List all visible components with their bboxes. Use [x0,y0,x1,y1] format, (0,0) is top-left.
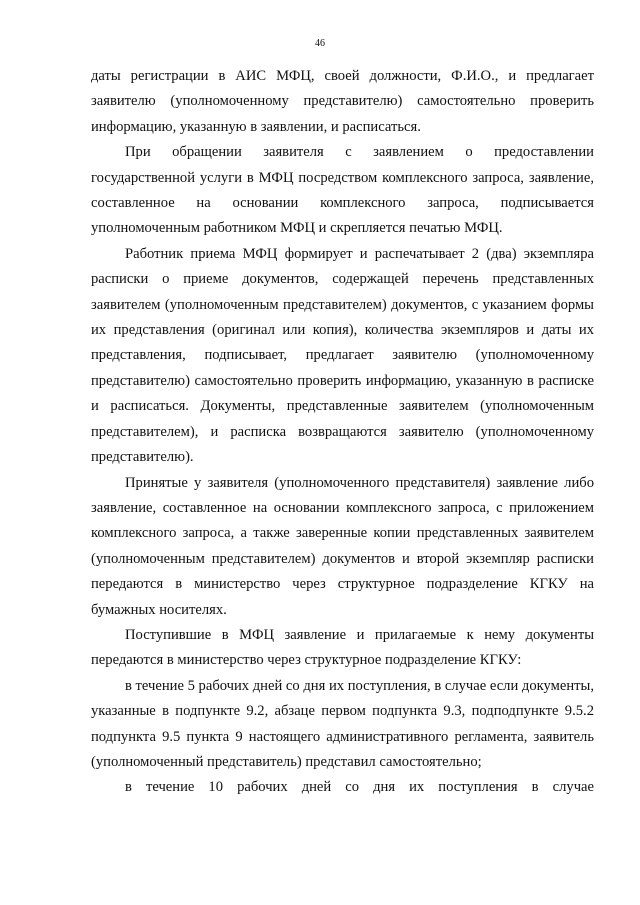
page-number: 46 [315,38,325,49]
paragraph-receipt: Работник приема МФЦ формирует и распечатывает 2 (два) экземпляра расписки о приеме документов, содержащей перечень представленных заявителем (уполномоченным представителем) документов, с указанием формы их представления (оригинал или копия), количества экземпляров и даты их представления, подписывает, предлагает заявителю (уполномоченному представителю) самостоятельно проверить информацию, указанную в расписке и расписаться. Документы, представленные заявителем (уполномоченным представителем), и расписка возвращаются заявителю (уполномоченному представителю). [91,245,594,466]
paragraph-transfer: Принятые у заявителя (уполномоченного представителя) заявление либо заявление, составленное на основании комплексного запроса, с приложением комплексного запроса, а также заверенные копии представленных заявителем (уполномоченным представителем) документов и второй экземпляр расписки передаются в министерство через структурное подразделение КГКУ на бумажных носителях. [91,474,594,618]
paragraph-complex-request: При обращении заявителя с заявлением о предоставлении государственной услуги в МФЦ посредством комплексного запроса, заявление, составленное на основании комплексного запроса, подписывается уполномоченным работником МФЦ и скрепляется печатью МФЦ. [91,144,594,237]
paragraph-term-5-days: в течение 5 рабочих дней со дня их поступления, в случае если документы, указанные в подпункте 9.2, абзаце первом подпункта 9.3, подподпункте 9.5.2 подпункта 9.5 пункта 9 настоящего административного регламента, заявитель (уполномоченный представитель) представил самостоятельно; [91,677,594,770]
paragraph-received-documents: Поступившие в МФЦ заявление и прилагаемые к нему документы передаются в министерство через структурное подразделение КГКУ: [91,626,594,669]
paragraph-continuation: даты регистрации в АИС МФЦ, своей должности, Ф.И.О., и предлагает заявителю (уполномоченному представителю) самостоятельно проверить информацию, указанную в заявлении, и расписаться. [91,68,594,135]
document-body [91,64,594,801]
paragraph-term-10-days: в течение 10 рабочих дней со дня их поступления в случае [125,779,594,796]
